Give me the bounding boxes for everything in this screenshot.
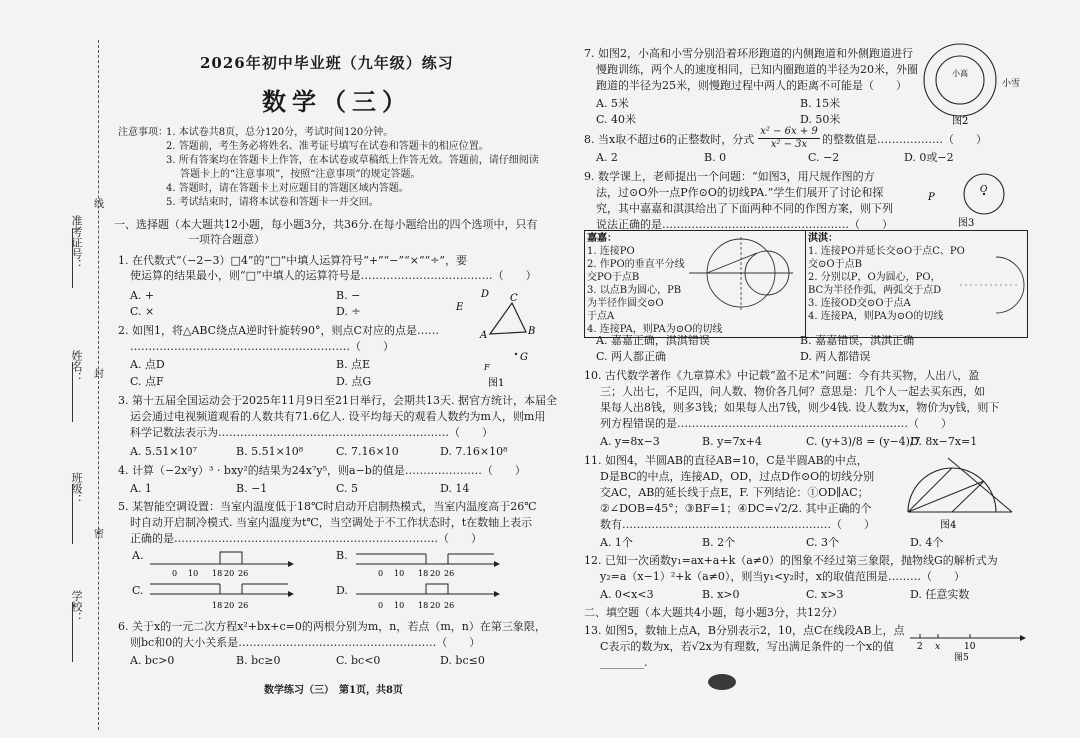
svg-text:10: 10 — [394, 569, 405, 578]
label-a: A — [480, 330, 488, 341]
fig5-tick-x: x — [935, 642, 941, 652]
q9-line2: 法，过⊙O外一点P作⊙O的切线PA.”学生们展开了讨论和探 — [596, 186, 884, 199]
seal-mark-secret: 密 — [94, 529, 104, 540]
figure-1-caption: 图1 — [488, 378, 505, 389]
svg-text:18: 18 — [212, 569, 223, 578]
q9-option-d: D. 两人都错误 — [800, 350, 871, 363]
svg-text:20: 20 — [430, 601, 441, 610]
q5-line2: 时自动开启制冷模式. 当室内温度为t℃，当空调处于不工作状态时，t在数轴上表示 — [130, 516, 533, 529]
q12-line2: y₂=a（x−1）²+k（a≠0），则当y₁<y₂时，x的取值范围是………（ ） — [600, 570, 966, 583]
jiajia-method-cell — [585, 231, 806, 338]
jiajia-step-2b: 交PO于点B — [587, 272, 640, 283]
jiajia-construction — [681, 233, 799, 315]
q10-line2: 三；人出七，不足四，问人数、物价各几何？意思是：几个人一起去买东西，如 — [600, 385, 985, 398]
section1-heading: 一、选择题（本大题共12小题，每小题3分，共36分.在每小题给出的四个选项中，只有 — [114, 218, 538, 231]
q12-option-a: A. 0<x<3 — [600, 588, 654, 601]
q5-numberline-b — [354, 548, 504, 580]
label-e: E — [456, 302, 464, 313]
q8-option-b: B. 0 — [704, 151, 727, 164]
q11-option-a: A. 1个 — [600, 536, 633, 549]
q13-line2: C表示的数为x，若√2x为有理数，写出满足条件的一个x的值 — [600, 640, 895, 653]
q12-option-d: D. 任意实数 — [910, 588, 970, 601]
outer-track — [924, 44, 996, 116]
q12-option-b: B. x>0 — [702, 588, 740, 601]
q13-line1: 13. 如图5，数轴上点A，B分别表示2，10，点C在线段AB上，点 — [584, 624, 905, 637]
q1-line1: 1. 在代数式“（−2−3）□4”的“□”中填人运算符号“+”“−”“×”“÷”，要 — [118, 254, 468, 267]
svg-text:18: 18 — [418, 601, 429, 610]
note-3b: 答题卡上的“注意事项”，按照“注意事项”的规定答题。 — [180, 169, 421, 180]
figure-1 — [448, 282, 548, 392]
q8-denominator: x² − 3x — [770, 139, 808, 150]
fig3-center-o: O — [980, 185, 988, 195]
figure-3 — [920, 170, 1030, 228]
q3-option-c: C. 7.16×10 — [336, 445, 399, 458]
jiajia-step-3: 3. 以点B为圆心，PB — [587, 285, 682, 296]
q3-option-a: A. 5.51×10⁷ — [130, 445, 198, 458]
q8-line1a: 8. 当x取不超过6的正整数时，分式 — [584, 133, 755, 146]
q11-option-d: D. 4个 — [910, 536, 944, 549]
q8-option-c: C. −2 — [808, 151, 840, 164]
svg-text:18: 18 — [418, 569, 429, 578]
note-4: 4. 答题时，请在答题卡上对应题目的答题区域内答题。 — [166, 183, 409, 194]
svg-text:10: 10 — [394, 601, 405, 610]
subject-title: 数学（三） — [262, 87, 412, 116]
q10-option-b: B. y=7x+4 — [702, 435, 762, 448]
jiajia-step-3b: 为半径作圆交⊙O — [587, 298, 664, 309]
q5-option-b: B. — [336, 549, 348, 562]
notes-label: 注意事项： — [118, 127, 168, 138]
seal-mark-seal: 封 — [94, 369, 104, 380]
q2-line2: ……………………………………………………（ ） — [130, 340, 394, 353]
q7-line2: 慢跑训练，两个人的速度相同，已知内圈跑道的半径为20米，外圈 — [596, 63, 918, 76]
class-label: 班级： — [70, 472, 83, 505]
q9-option-a: A. 嘉嘉正确，淇淇错误 — [596, 334, 710, 347]
section1-heading-2: 一项符合题意） — [188, 233, 265, 246]
q10-line4: 列方程错误的是………………………………………………………（ ） — [600, 417, 952, 430]
svg-text:0: 0 — [378, 601, 384, 610]
q2-option-d: D. 点G — [336, 375, 372, 388]
q11-line1: 11. 如图4，半圆AB的直径AB=10，C是半圆AB的中点， — [584, 454, 868, 467]
q4-option-d: D. 14 — [440, 482, 470, 495]
figure-5-caption: 图5 — [954, 653, 969, 663]
label-b: B — [528, 326, 536, 337]
svg-text:18: 18 — [212, 601, 223, 610]
q7-option-a: A. 5米 — [596, 97, 629, 110]
note-3: 3. 所有答案均在答题卡上作答，在本试卷或草稿纸上作答无效。答题前，请仔细阅读 — [166, 155, 539, 166]
q10-option-c: C. (y+3)/8 = (y−4)/7 — [806, 435, 921, 448]
jiajia-title: 嘉嘉： — [587, 233, 617, 244]
q10-option-d: D. 8x−7x=1 — [910, 435, 978, 448]
outer-runner-label: 小雪 — [1002, 79, 1021, 89]
q11-line4: ②∠DOB=45°；③BF=1；④DC=√2/2. 其中正确的个 — [600, 502, 872, 515]
qiqi-step-1b: 交⊙O于点B — [808, 259, 862, 270]
svg-text:26: 26 — [444, 569, 455, 578]
qiqi-construction — [956, 245, 1028, 325]
label-f: F — [484, 363, 490, 372]
figure-4-caption: 图4 — [940, 520, 957, 531]
q7-line1: 7. 如图2，小高和小雪分别沿着环形跑道的内侧跑道和外侧跑道进行 — [584, 47, 913, 60]
q2-option-a: A. 点D — [130, 358, 165, 371]
q6-line2: 则bc和0的大小关系是………………………………………………（ ） — [130, 636, 481, 649]
exam-title: 2026年初中毕业班（九年级）练习 — [200, 54, 454, 72]
q5-numberline-c — [148, 580, 298, 612]
label-c: C — [510, 293, 518, 304]
note-5: 5. 考试结束时，请将本试卷和答题卡一并交回。 — [166, 197, 379, 208]
q5-option-d: D. — [336, 584, 348, 597]
q3-line2: 运会通过电视频道观看的人数共有71.6亿人. 设平均每天的观看人数约为m人，则m用 — [130, 410, 546, 423]
q8-option-a: A. 2 — [596, 151, 618, 164]
q9-line3: 究，其中嘉嘉和淇淇给出了下面两种不同的作图方案，则下列 — [596, 202, 893, 215]
q8-numerator: x² − 6x + 9 — [758, 126, 820, 139]
name-label: 姓名： — [70, 350, 83, 383]
q5-line1: 5. 某智能空调设置：当室内温度低于18℃时启动开启制热模式，当室内温度高于26℃ — [118, 500, 537, 513]
qiqi-step-2b: BC为半径作弧，两弧交于点D — [808, 285, 942, 296]
svg-text:26: 26 — [238, 601, 249, 610]
q3-option-b: B. 5.51×10⁸ — [236, 445, 304, 458]
q2-option-c: C. 点F — [130, 375, 164, 388]
q1-option-c: C. × — [130, 305, 155, 318]
q4-option-a: A. 1 — [130, 482, 152, 495]
school-label: 学校： — [70, 590, 83, 623]
q1-option-d: D. ÷ — [336, 305, 361, 318]
q9-line4: 说法正确的是……………………………………………（ ） — [596, 218, 893, 231]
q11-line5: 数有…………………………………………………（ ） — [600, 518, 875, 531]
q1-line2: 使运算的结果最小，则“□”中填人的运算符号是………………………………（ ） — [130, 269, 537, 282]
q6-option-d: D. bc≤0 — [440, 654, 485, 667]
q1-option-b: B. − — [336, 289, 361, 302]
fig3-point-p: P — [928, 192, 935, 203]
q12-line1: 12. 已知一次函数y₁=ax+a+k（a≠0）的图象不经过第三象限，抛物线G的解析式为 — [584, 554, 998, 567]
qiqi-step-4: 4. 连接PA，则PA为⊙O的切线 — [808, 311, 944, 322]
q10-option-a: A. y=8x−3 — [600, 435, 660, 448]
jiajia-step-3c: 于点A — [587, 311, 615, 322]
qiqi-step-3: 3. 连接OD交⊙O于点A — [808, 298, 911, 309]
q11-line2: D是BC的中点，连接AD，OD，过点D作⊙O的切线分别 — [600, 470, 875, 483]
q11-line3: 交AC，AB的延长线于点E，F. 下列结论：①OD∥AC； — [600, 486, 869, 499]
inner-track — [936, 56, 984, 104]
fig4-semicircle — [908, 468, 996, 512]
note-1: 1. 本试卷共8页，总分120分，考试时间120分钟。 — [166, 127, 394, 138]
fig5-tick-2: 2 — [917, 642, 923, 652]
ink-spot — [708, 674, 736, 690]
jiajia-step-4: 4. 连接PA，则PA为⊙O的切线 — [587, 324, 723, 335]
section2-heading: 二、填空题（本大题共4小题，每小题3分，共12分） — [584, 606, 843, 619]
page-footer: 数学练习（三） 第1页，共8页 — [264, 685, 403, 696]
q1-option-a: A. + — [130, 289, 155, 302]
label-g: G — [520, 352, 528, 363]
seal-mark-line: 线 — [94, 199, 104, 210]
q11-option-b: B. 2个 — [702, 536, 736, 549]
jiajia-step-2: 2. 作PO的垂直平分线 — [587, 259, 685, 270]
q5-line3: 正确的是………………………………………………………………（ ） — [130, 532, 482, 545]
triangle-abc — [490, 303, 526, 334]
q2-line1: 2. 如图1，将△ABC绕点A逆时针旋转90°，则点C对应的点是…… — [118, 324, 439, 337]
svg-text:26: 26 — [238, 569, 249, 578]
figure-5 — [906, 624, 1030, 664]
q9-option-b: B. 嘉嘉错误，淇淇正确 — [800, 334, 915, 347]
q3-line1: 3. 第十五届全国运动会于2025年11月9日至21日举行，会期共13天. 据官方统计，本届全 — [118, 394, 557, 407]
q6-line1: 6. 关于x的一元二次方程x²+bx+c=0的两根分别为m，n，若点（m，n）在第三象限， — [118, 620, 546, 633]
q5-option-c: C. — [132, 584, 144, 597]
svg-text:10: 10 — [188, 569, 199, 578]
svg-text:20: 20 — [224, 569, 235, 578]
q8-line1b: 的整数值是………………（ ） — [822, 133, 987, 146]
q3-option-d: D. 7.16×10⁸ — [440, 445, 508, 458]
q3-line3: 科学记数法表示为………………………………………………………（ ） — [130, 426, 493, 439]
q9-method-table — [584, 230, 1028, 338]
svg-text:26: 26 — [444, 601, 455, 610]
q4-option-b: B. −1 — [236, 482, 268, 495]
q5-option-a: A. — [132, 549, 144, 562]
exam-no-label: 准考证号： — [70, 215, 83, 270]
label-d: D — [481, 289, 490, 300]
svg-text:0: 0 — [378, 569, 384, 578]
binding-line — [98, 40, 99, 730]
q2-option-b: B. 点E — [336, 358, 371, 371]
note-2: 2. 答题前，考生务必将姓名、准考证号填写在试卷和答题卡的相应位置。 — [166, 141, 489, 152]
q6-option-a: A. bc>0 — [130, 654, 175, 667]
qiqi-title: 淇淇： — [808, 233, 838, 244]
svg-text:20: 20 — [430, 569, 441, 578]
inner-runner-label: 小高 — [952, 69, 968, 78]
figure-2 — [920, 42, 1030, 126]
q12-option-c: C. x>3 — [806, 588, 844, 601]
q11-option-c: C. 3个 — [806, 536, 840, 549]
q9-line1: 9. 数学课上，老师提出一个问题：“如图3，用尺规作图的方 — [584, 170, 875, 183]
figure-2-caption: 图2 — [952, 116, 969, 126]
qiqi-step-2: 2. 分别以P，O为圆心，PO， — [808, 272, 941, 283]
q9-option-c: C. 两人都正确 — [596, 350, 667, 363]
qiqi-method-cell — [806, 231, 1028, 338]
q6-option-c: C. bc<0 — [336, 654, 381, 667]
q5-numberline-d — [354, 580, 504, 612]
q7-option-b: B. 15米 — [800, 97, 841, 110]
q8-fraction — [758, 126, 820, 151]
q4-option-c: C. 5 — [336, 482, 359, 495]
jiajia-step-1: 1. 连接PO — [587, 246, 635, 257]
svg-text:0: 0 — [172, 569, 178, 578]
q8-option-d: D. 0或−2 — [904, 151, 954, 164]
q5-numberline-a — [148, 548, 298, 580]
q7-option-c: C. 40米 — [596, 113, 637, 126]
svg-text:20: 20 — [224, 601, 235, 610]
fig5-tick-10: 10 — [964, 642, 976, 652]
q10-line1: 10. 古代数学著作《九章算术》中记载“盈不足术”问题：今有共买物，人出八，盈 — [584, 369, 980, 382]
q7-option-d: D. 50米 — [800, 113, 841, 126]
q13-line3: ________. — [600, 656, 648, 669]
q4-line1: 4. 计算（−2x²y）³ · bxy²的结果为24x⁷y⁵，则a−b的值是…………………（ ） — [118, 464, 526, 477]
q7-line3: 跑道的半径为25米，则慢跑过程中两人的距离不可能是（ ） — [596, 79, 907, 92]
figure-3-caption: 图3 — [958, 218, 975, 228]
q6-option-b: B. bc≥0 — [236, 654, 281, 667]
figure-4 — [900, 452, 1018, 534]
q10-line3: 果每人出8钱，则多3钱；如果每人出7钱，则少4钱. 设人数为x，物价为y钱，则下 — [600, 401, 1000, 414]
qiqi-step-1: 1. 连接PO并延长交⊙O于点C、PO — [808, 246, 965, 257]
